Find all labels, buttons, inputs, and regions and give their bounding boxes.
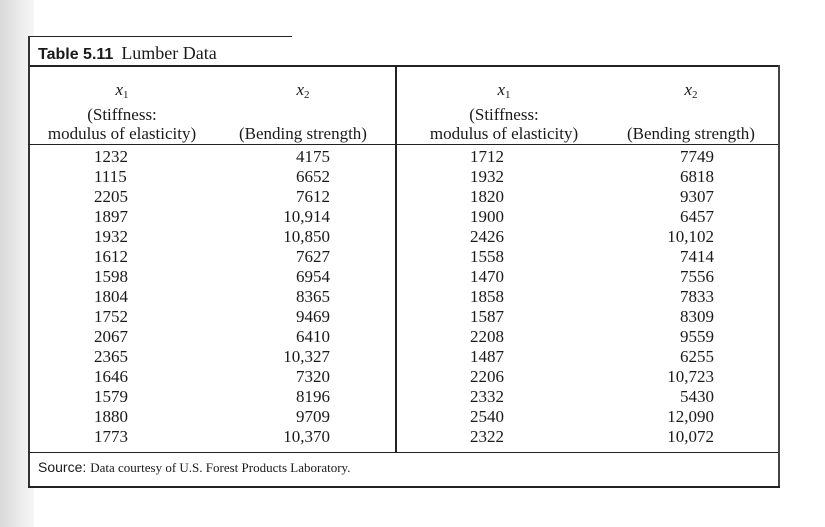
table-cell: 10,914 xyxy=(283,207,330,226)
table-cell: 1115 xyxy=(94,167,127,186)
table-bottom-rule xyxy=(28,452,778,453)
header-rule xyxy=(28,144,778,145)
table-cell: 6410 xyxy=(296,327,330,346)
header-sub: 1 xyxy=(123,89,129,101)
source-label: Source: xyxy=(38,459,87,475)
table-cell: 2205 xyxy=(94,187,128,206)
table-cell: 10,723 xyxy=(667,367,714,386)
table-cell: 7627 xyxy=(296,247,330,266)
table-label: Table 5.11 xyxy=(38,46,114,63)
table-cell: 2322 xyxy=(470,427,504,446)
table-cell: 1712 xyxy=(470,147,504,166)
table-cell: 8365 xyxy=(296,287,330,306)
table-cell: 1752 xyxy=(94,307,128,326)
table-cell: 1880 xyxy=(94,407,128,426)
header-var: x xyxy=(296,80,305,99)
table-cell: 10,370 xyxy=(283,427,330,446)
table-cell: 1858 xyxy=(470,287,504,306)
header-left-x2 xyxy=(218,80,388,143)
header-desc1: (Stiffness: xyxy=(87,105,157,124)
header-sub: 2 xyxy=(304,89,310,101)
table-cell: 6818 xyxy=(680,167,714,186)
column-left-x2 xyxy=(258,147,330,447)
table-cell: 8196 xyxy=(296,387,330,406)
header-desc2: (Bending strength) xyxy=(239,124,367,143)
table-cell: 1558 xyxy=(470,247,504,266)
table-cell: 1646 xyxy=(94,367,128,386)
header-var: x xyxy=(115,80,124,99)
table-cell: 1932 xyxy=(94,227,128,246)
footer-rule xyxy=(28,486,780,488)
header-desc1: (Stiffness: xyxy=(469,105,539,124)
title-top-rule xyxy=(28,36,292,37)
table-caption: Lumber Data xyxy=(121,43,217,63)
table-cell: 1773 xyxy=(94,427,128,446)
title-bottom-rule xyxy=(28,65,778,67)
table-cell: 2206 xyxy=(470,367,504,386)
table-cell: 1612 xyxy=(94,247,128,266)
table-cell: 2332 xyxy=(470,387,504,406)
header-var: x xyxy=(497,80,506,99)
column-right-x2 xyxy=(642,147,714,447)
table-cell: 10,327 xyxy=(283,347,330,366)
table-cell: 7556 xyxy=(680,267,714,286)
header-right-x2 xyxy=(606,80,776,143)
table-cell: 1470 xyxy=(470,267,504,286)
table-cell: 1579 xyxy=(94,387,128,406)
table-cell: 1804 xyxy=(94,287,128,306)
table-cell: 1932 xyxy=(470,167,504,186)
table-cell: 2540 xyxy=(470,407,504,426)
column-left-x1 xyxy=(94,147,128,447)
table-cell: 1820 xyxy=(470,187,504,206)
header-var: x xyxy=(684,80,693,99)
table-cell: 6457 xyxy=(680,207,714,226)
table-cell: 9307 xyxy=(680,187,714,206)
header-desc2: modulus of elasticity) xyxy=(47,124,197,143)
table-cell: 10,102 xyxy=(667,227,714,246)
header-desc2: (Bending strength) xyxy=(627,124,755,143)
table-cell: 9559 xyxy=(680,327,714,346)
table-cell: 2067 xyxy=(94,327,128,346)
header-left-x1 xyxy=(32,80,212,143)
header-sub: 1 xyxy=(505,89,511,101)
table-cell: 6652 xyxy=(296,167,330,186)
table-cell: 2426 xyxy=(470,227,504,246)
table-cell: 1232 xyxy=(94,147,128,166)
table-cell: 2208 xyxy=(470,327,504,346)
lumber-data-table xyxy=(28,36,780,488)
header-desc1 xyxy=(606,105,776,124)
table-cell: 9469 xyxy=(296,307,330,326)
table-cell: 9709 xyxy=(296,407,330,426)
column-right-x1 xyxy=(470,147,504,447)
table-cell: 1897 xyxy=(94,207,128,226)
table-cell: 7612 xyxy=(296,187,330,206)
table-cell: 10,072 xyxy=(667,427,714,446)
table-cell: 7749 xyxy=(680,147,714,166)
table-cell: 1598 xyxy=(94,267,128,286)
source-note xyxy=(38,459,350,477)
header-right-x1 xyxy=(414,80,594,143)
table-cell: 7833 xyxy=(680,287,714,306)
table-cell: 1487 xyxy=(470,347,504,366)
table-cell: 10,850 xyxy=(283,227,330,246)
header-desc2: modulus of elasticity) xyxy=(429,124,579,143)
table-cell: 2365 xyxy=(94,347,128,366)
table-title xyxy=(38,43,217,64)
table-cell: 7414 xyxy=(680,247,714,266)
table-cell: 7320 xyxy=(296,367,330,386)
table-cell: 12,090 xyxy=(667,407,714,426)
right-border xyxy=(778,65,780,486)
table-cell: 4175 xyxy=(296,147,330,166)
source-text: Data courtesy of U.S. Forest Products Laboratory. xyxy=(90,460,351,475)
table-cell: 5430 xyxy=(680,387,714,406)
header-sub: 2 xyxy=(692,89,698,101)
table-cell: 6255 xyxy=(680,347,714,366)
table-cell: 1587 xyxy=(470,307,504,326)
table-cell: 1900 xyxy=(470,207,504,226)
left-border xyxy=(28,36,30,487)
table-cell: 6954 xyxy=(296,267,330,286)
header-desc1 xyxy=(218,105,388,124)
table-cell: 8309 xyxy=(680,307,714,326)
center-divider xyxy=(395,65,397,452)
